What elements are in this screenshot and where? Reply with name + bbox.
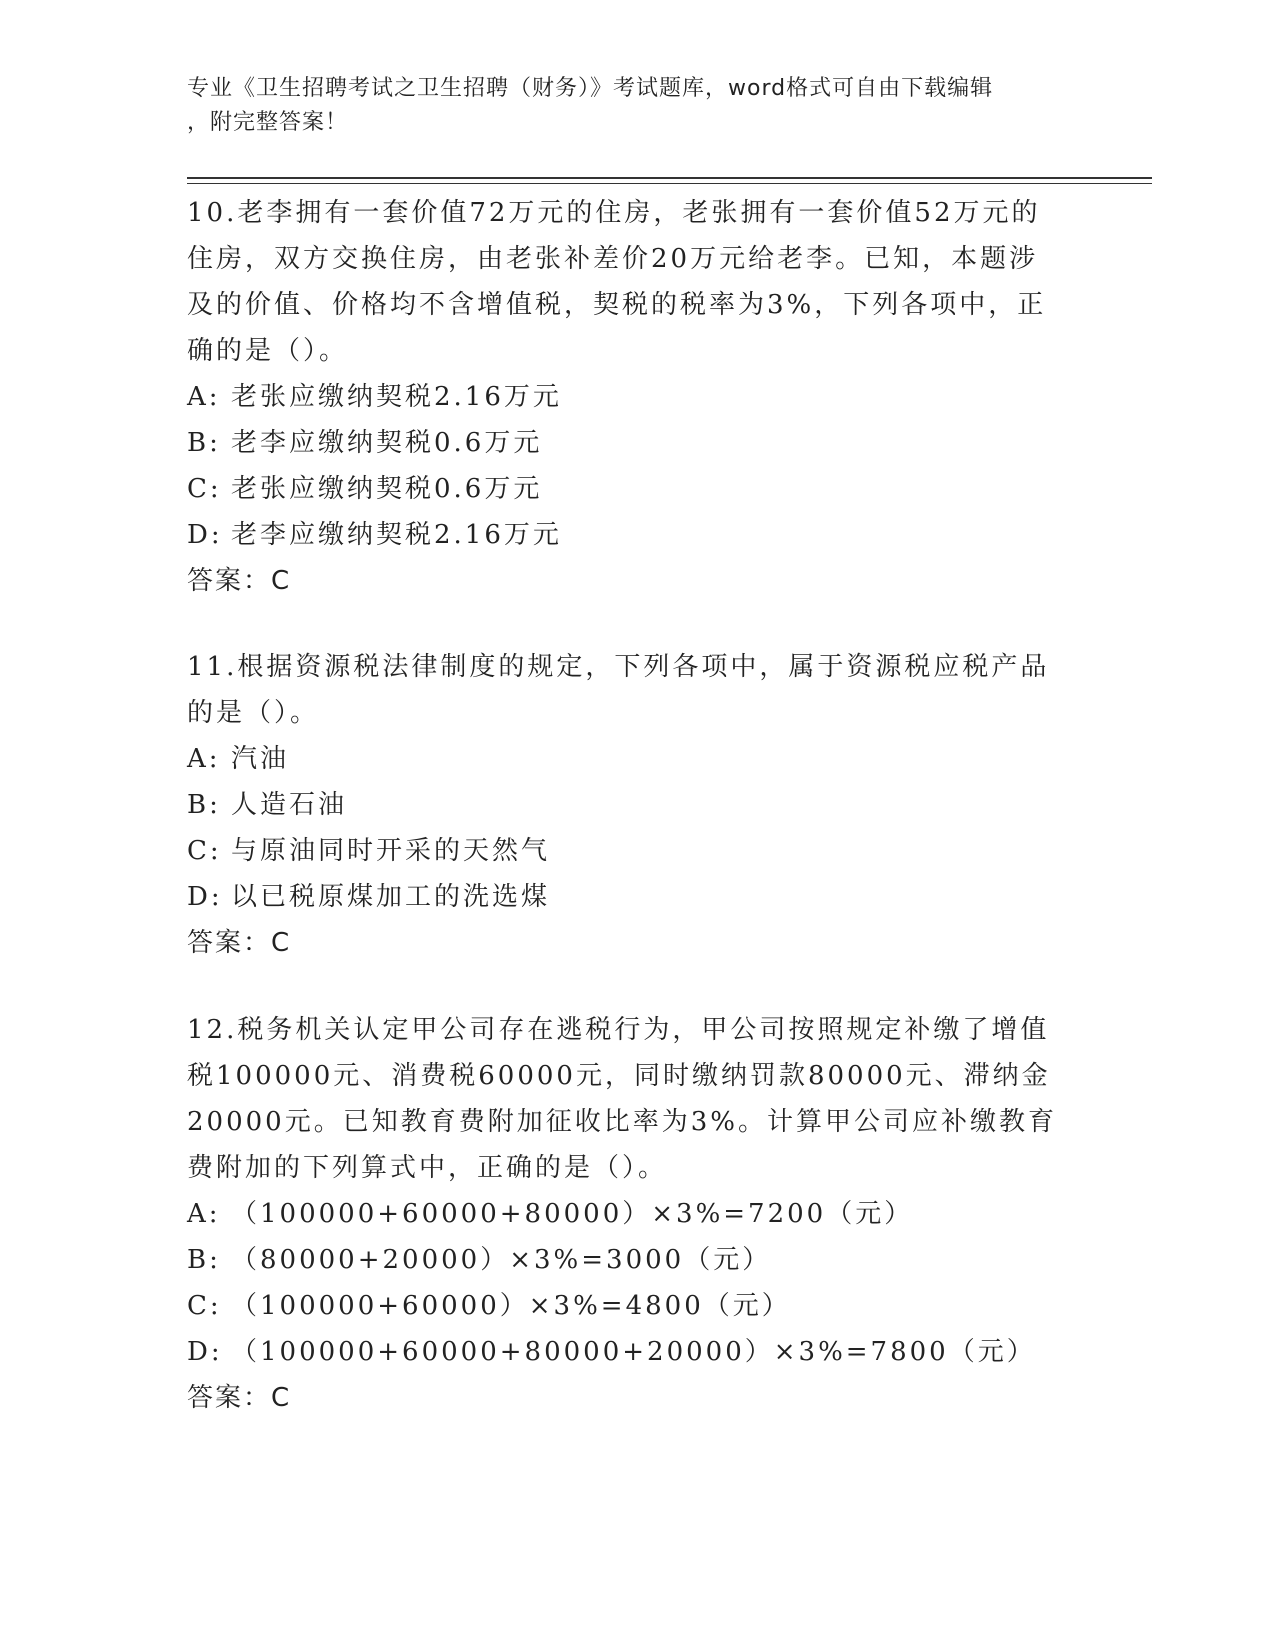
option-letter: D:: [187, 882, 223, 912]
option-letter: A:: [187, 382, 221, 412]
question-11: [187, 644, 1067, 966]
header-line-1: 专业《卫生招聘考试之卫生招聘（财务）》考试题库，word格式可自由下载编辑: [187, 76, 994, 101]
question-stem: 12.税务机关认定甲公司存在逃税行为，甲公司按照规定补缴了增值税100000元、消费税60000元，同时缴纳罚款80000元、滞纳金20000元。已知教育费附加征收比率为3%。计算甲公司应补缴教育费附加的下列算式中，正确的是（）。: [187, 1015, 1057, 1183]
question-stem: 10.老李拥有一套价值72万元的住房，老张拥有一套价值52万元的住房，双方交换住房，由老张补差价20万元给老李。已知，本题涉及的价值、价格均不含增值税，契税的税率为3%，下列各项中，正确的是（）。: [187, 198, 1047, 366]
option-d: [187, 874, 1067, 920]
option-letter: A:: [187, 744, 221, 774]
document-header: [187, 72, 1067, 140]
option-text: （100000+60000+80000+20000）×3%=7800（元）: [231, 1337, 1036, 1367]
option-c: [187, 466, 1067, 512]
option-c: [187, 828, 1067, 874]
answer-line: 答案：C: [187, 566, 292, 596]
question-stem: 11.根据资源税法律制度的规定，下列各项中，属于资源税应税产品的是（）。: [187, 652, 1050, 728]
option-b: [187, 782, 1067, 828]
header-divider-thick: [187, 177, 1152, 179]
option-text: 老李应缴纳契税2.16万元: [231, 520, 562, 550]
option-letter: A:: [187, 1199, 221, 1229]
question-10: [187, 190, 1067, 604]
option-letter: C:: [187, 836, 222, 866]
option-a: [187, 374, 1067, 420]
option-text: 汽油: [231, 744, 290, 774]
option-text: 以已税原煤加工的洗选煤: [231, 882, 551, 912]
option-b: [187, 420, 1067, 466]
option-text: 老张应缴纳契税2.16万元: [231, 382, 562, 412]
option-letter: D:: [187, 1337, 223, 1367]
answer-line: 答案：C: [187, 928, 292, 958]
option-letter: B:: [187, 790, 221, 820]
option-letter: D:: [187, 520, 223, 550]
option-text: （80000+20000）×3%=3000（元）: [231, 1245, 772, 1275]
answer-line: 答案：C: [187, 1383, 292, 1413]
option-d: [187, 512, 1067, 558]
option-text: 人造石油: [231, 790, 348, 820]
option-letter: C:: [187, 474, 222, 504]
option-letter: B:: [187, 1245, 221, 1275]
option-letter: C:: [187, 1291, 222, 1321]
option-text: 老李应缴纳契税0.6万元: [231, 428, 543, 458]
option-b: [187, 1237, 1067, 1283]
header-line-2: ，附完整答案！: [187, 110, 349, 135]
header-divider-thin: [187, 183, 1152, 184]
option-a: [187, 736, 1067, 782]
question-12: [187, 1007, 1067, 1421]
option-text: （100000+60000+80000）×3%=7200（元）: [231, 1199, 914, 1229]
option-text: 与原油同时开采的天然气: [231, 836, 551, 866]
option-text: 老张应缴纳契税0.6万元: [231, 474, 543, 504]
option-a: [187, 1191, 1067, 1237]
option-text: （100000+60000）×3%=4800（元）: [231, 1291, 791, 1321]
option-c: [187, 1283, 1067, 1329]
option-letter: B:: [187, 428, 221, 458]
option-d: [187, 1329, 1067, 1375]
